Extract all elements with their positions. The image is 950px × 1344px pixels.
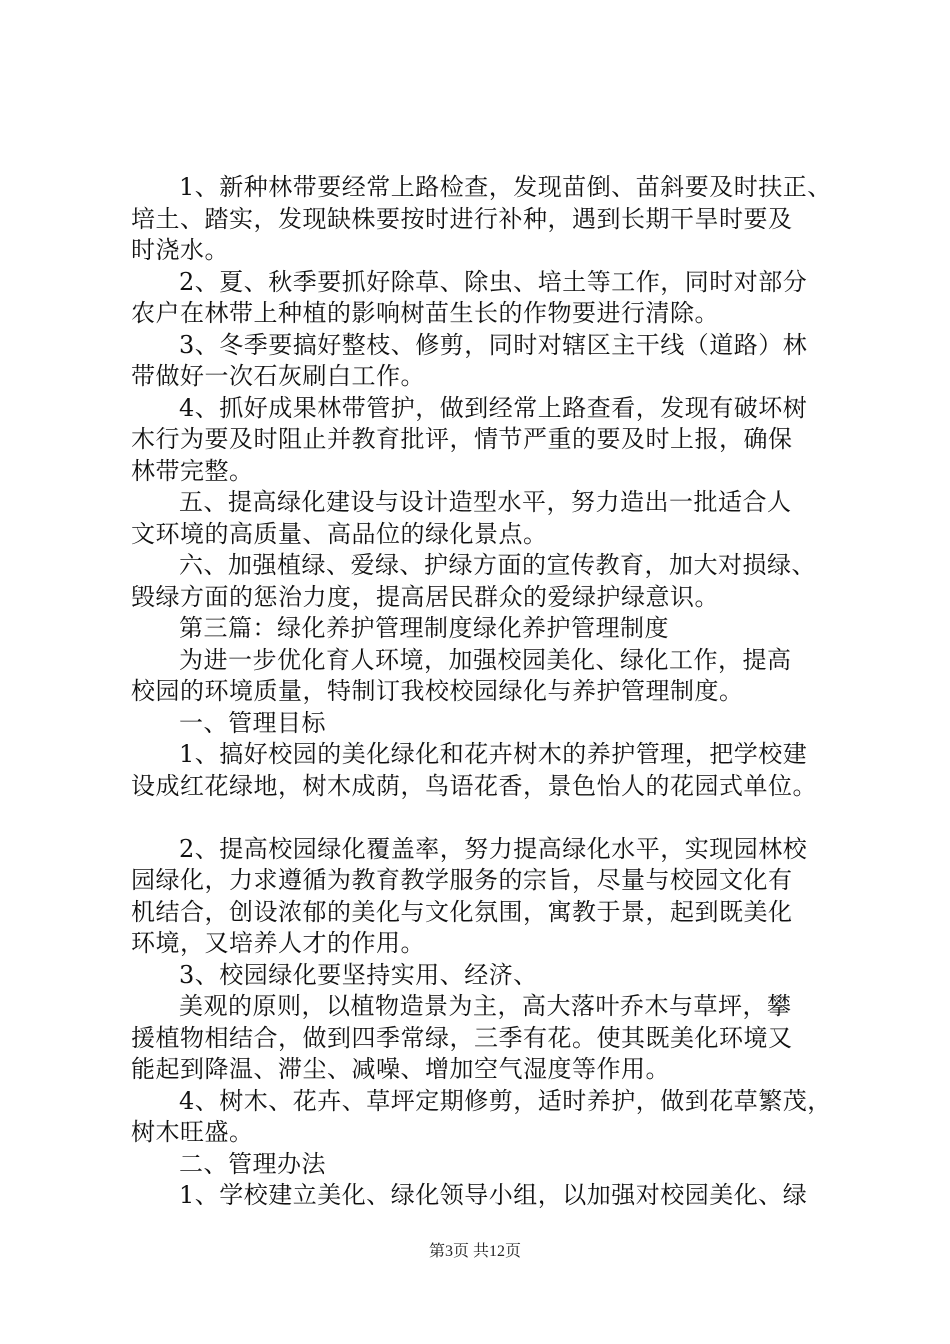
paragraph-4-line-3: 林带完整。 xyxy=(131,456,254,485)
paragraph-3-line-1: 3、冬季要搞好整枝、修剪，同时对辖区主干线（道路）林 xyxy=(179,330,808,359)
paragraph-6-line-1: 六、加强植绿、爱绿、护绿方面的宣传教育，加大对损绿、 xyxy=(179,551,816,579)
paragraph-5-line-1: 五、提高绿化建设与设计造型水平，努力造出一批适合人 xyxy=(179,488,792,516)
paragraph-7-line-1: 为进一步优化育人环境，加强校园美化、绿化工作，提高 xyxy=(179,645,792,674)
paragraph-9-line-3: 机结合，创设浓郁的美化与文化氛围，寓教于景，起到既美化 xyxy=(131,897,793,926)
paragraph-3-line-2: 带做好一次石灰刷白工作。 xyxy=(131,362,425,390)
paragraph-13-line-1: 1、学校建立美化、绿化领导小组，以加强对校园美化、绿 xyxy=(179,1181,808,1209)
paragraph-5-line-2: 文环境的高质量、高品位的绿化景点。 xyxy=(131,519,548,548)
paragraph-11-line-3: 能起到降温、滞尘、减噪、增加空气湿度等作用。 xyxy=(131,1055,670,1083)
paragraph-9-line-1: 2、提高校园绿化覆盖率，努力提高绿化水平，实现园林校 xyxy=(179,834,808,863)
paragraph-4-line-1: 4、抓好成果林带管护，做到经常上路查看，发现有破坏树 xyxy=(179,393,808,422)
paragraph-4-line-2: 木行为要及时阻止并教育批评，情节严重的要及时上报，确保 xyxy=(131,425,793,453)
paragraph-1-line-1: 1、新种林带要经常上路检查，发现苗倒、苗斜要及时扶正、 xyxy=(179,173,832,201)
document-body xyxy=(131,172,831,1212)
paragraph-12-line-2: 树木旺盛。 xyxy=(131,1118,254,1146)
paragraph-9-line-4: 环境，又培养人才的作用。 xyxy=(131,929,425,957)
paragraph-11-line-2: 援植物相结合，做到四季常绿，三季有花。使其既美化环境又 xyxy=(131,1023,793,1052)
paragraph-1-line-2: 培土、踏实，发现缺株要按时进行补种，遇到长期干旱时要及 xyxy=(131,204,793,233)
subheading-methods: 二、管理办法 xyxy=(179,1149,326,1178)
section-heading: 第三篇：绿化养护管理制度绿化养护管理制度 xyxy=(179,614,669,642)
subheading-goals: 一、管理目标 xyxy=(179,708,326,737)
paragraph-8-line-1: 1、搞好校园的美化绿化和花卉树木的养护管理，把学校建 xyxy=(179,740,808,768)
page-number-footer: 第3页 共12页 xyxy=(428,1243,521,1260)
paragraph-9-line-2: 园绿化，力求遵循为教育教学服务的宗旨，尽量与校园文化有 xyxy=(131,866,793,894)
blank-line xyxy=(131,802,831,834)
paragraph-7-line-2: 校园的环境质量，特制订我校校园绿化与养护管理制度。 xyxy=(131,677,744,705)
paragraph-8-line-2: 设成红花绿地，树木成荫，鸟语花香，景色怡人的花园式单位。 xyxy=(131,771,817,800)
paragraph-12-line-1: 4、树木、花卉、草坪定期修剪，适时养护，做到花草繁茂， xyxy=(179,1086,832,1115)
paragraph-1-line-3: 时浇水。 xyxy=(131,236,229,264)
paragraph-6-line-2: 毁绿方面的惩治力度，提高居民群众的爱绿护绿意识。 xyxy=(131,582,719,611)
paragraph-11-line-1: 美观的原则，以植物造景为主，高大落叶乔木与草坪，攀 xyxy=(179,992,792,1020)
paragraph-10-line-1: 3、校园绿化要坚持实用、经济、 xyxy=(179,960,538,989)
paragraph-2-line-2: 农户在林带上种植的影响树苗生长的作物要进行清除。 xyxy=(131,299,719,327)
paragraph-2-line-1: 2、夏、秋季要抓好除草、除虫、培土等工作，同时对部分 xyxy=(179,267,808,296)
